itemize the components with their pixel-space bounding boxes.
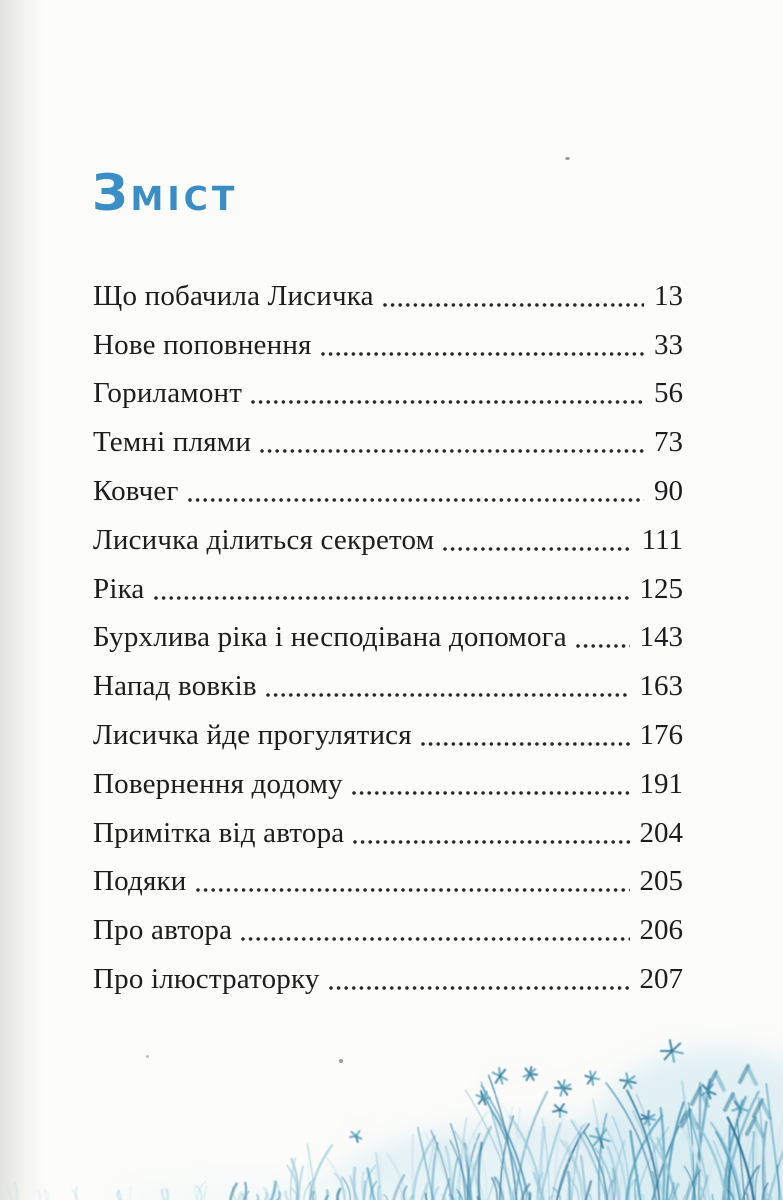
toc-entry-title: Гориламонт [93,377,243,410]
toc-entry-page-number: 163 [639,670,683,703]
toc-entry-page-number: 125 [639,572,683,605]
toc-entry-page-number: 56 [654,377,683,410]
scan-speck [339,1059,343,1063]
toc-entry-page-number: 111 [641,523,683,556]
dot-leader-icon [154,596,630,600]
toc-entry-title: Темні плями [93,426,252,459]
toc-entry [93,759,683,808]
toc-entry-page-number: 176 [639,718,683,751]
toc-entry-title: Нове поповнення [93,328,312,361]
dot-leader-icon [353,840,629,844]
toc-entry [93,954,683,1003]
toc-entry-page-number: 73 [654,426,683,459]
dot-leader-icon [321,352,644,356]
toc-entry-title: Що побачила Лисичка [93,279,374,312]
toc-entry [93,905,683,954]
dot-leader-icon [188,498,644,502]
dot-leader-icon [352,791,630,795]
toc-entry [93,710,683,759]
toc-entry-page-number: 33 [654,328,683,361]
toc-entry-title: Ріка [93,572,145,605]
toc-entry [93,417,683,466]
toc-entry-title: Лисичка ділиться секретом [93,523,435,556]
toc-entry-page-number: 191 [639,767,683,800]
toc-entry-title: Про автора [93,914,233,947]
toc-entry-title: Ковчег [93,474,179,507]
toc-entry-page-number: 206 [639,914,683,947]
toc-entry-page-number: 143 [639,621,683,654]
toc-entry [93,857,683,906]
dot-leader-icon [329,986,630,990]
scan-speck [146,1055,149,1058]
toc-entry-title: Подяки [93,865,187,898]
toc-entry-title: Напад вовків [93,670,257,703]
toc-entry [93,613,683,662]
toc-entry-title: Примітка від автора [93,816,345,849]
toc-entry [93,564,683,613]
toc-entry [93,661,683,710]
toc-entry-page-number: 205 [639,865,683,898]
dot-leader-icon [266,693,630,697]
toc-list [0,271,783,1003]
toc-entry [93,808,683,857]
toc-entry [93,515,683,564]
toc-entry-page-number: 204 [639,816,683,849]
toc-heading: ЗМІСТ [92,164,239,222]
toc-entry-page-number: 207 [639,962,683,995]
toc-entry [93,271,683,320]
toc-entry-title: Бурхлива ріка і несподівана допомога [93,621,567,654]
dot-leader-icon [383,303,644,307]
toc-entry-title: Про ілюстраторку [93,962,320,995]
dot-leader-icon [421,742,630,746]
toc-entry-page-number: 13 [654,279,683,312]
dot-leader-icon [241,937,629,941]
toc-entry [93,320,683,369]
dot-leader-icon [196,888,630,892]
toc-entry [93,466,683,515]
toc-entry-title: Повернення додому [93,767,343,800]
dot-leader-icon [576,644,630,648]
dot-leader-icon [260,449,644,453]
toc-entry-title: Лисичка йде прогулятися [93,718,412,751]
toc-entry [93,369,683,418]
scan-speck [565,157,570,160]
dot-leader-icon [443,547,631,551]
toc-entry-page-number: 90 [654,474,683,507]
dot-leader-icon [251,400,644,404]
